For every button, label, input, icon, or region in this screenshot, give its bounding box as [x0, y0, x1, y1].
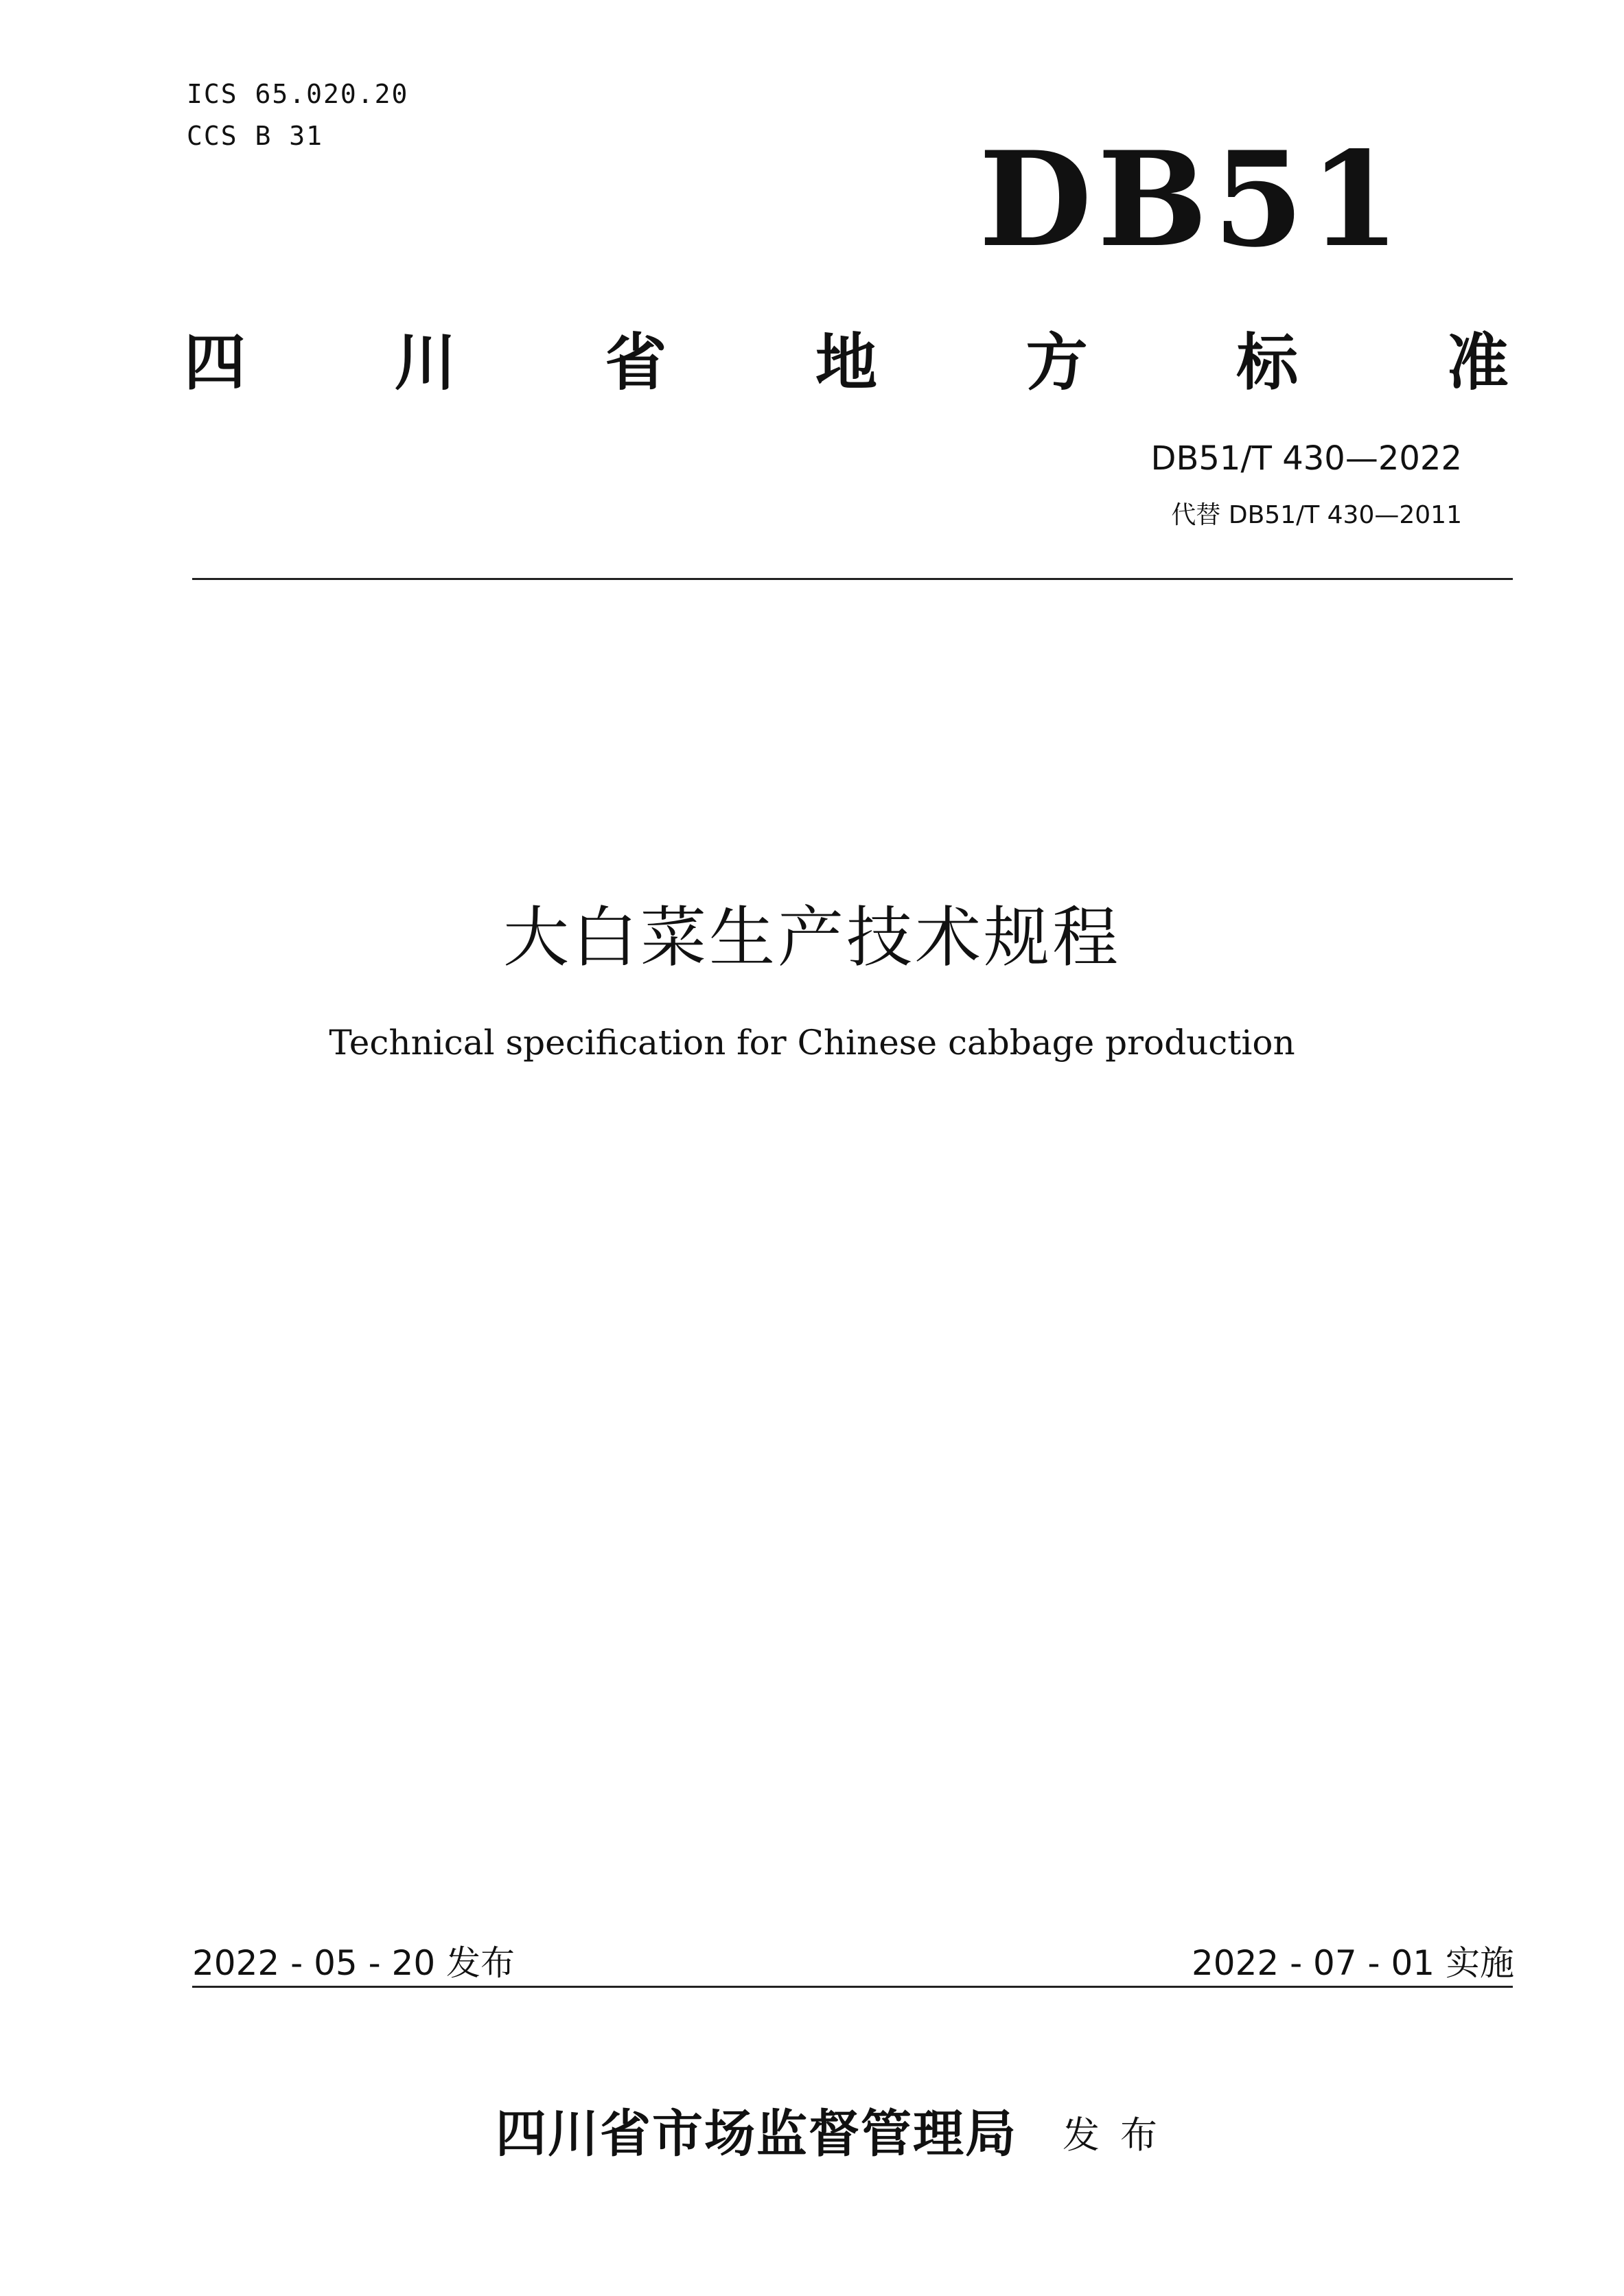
standard-number: DB51/T 430—2022	[1150, 439, 1462, 478]
ics-code: ICS 65.020.20	[187, 79, 409, 109]
standard-type-heading	[184, 312, 1509, 402]
standard-type-char: 方	[1025, 327, 1088, 399]
standard-type-char: 四	[184, 327, 246, 399]
standard-type-char: 省	[605, 327, 667, 399]
document-title-cn: 大白菜生产技术规程	[503, 899, 1121, 976]
standard-type-char: 地	[815, 327, 877, 399]
standard-type-char: 准	[1446, 327, 1509, 399]
document-title-en: Technical specification for Chinese cabbage production	[329, 1023, 1295, 1063]
top-divider	[192, 578, 1513, 580]
standard-type-char: 川	[394, 327, 456, 399]
bottom-divider	[192, 1986, 1513, 1988]
replaces-standard: 代替 DB51/T 430—2011	[1171, 501, 1462, 529]
db-mark: DB51	[979, 123, 1406, 276]
issuing-authority: 四川省市场监督管理局	[496, 2104, 1017, 2164]
issue-date: 2022 - 05 - 20 发布	[192, 1943, 515, 1983]
implementation-date: 2022 - 07 - 01 实施	[1191, 1943, 1514, 1983]
standard-type-char: 标	[1236, 327, 1299, 399]
ccs-code: CCS B 31	[187, 121, 324, 151]
issue-label: 发布	[1063, 2113, 1178, 2157]
